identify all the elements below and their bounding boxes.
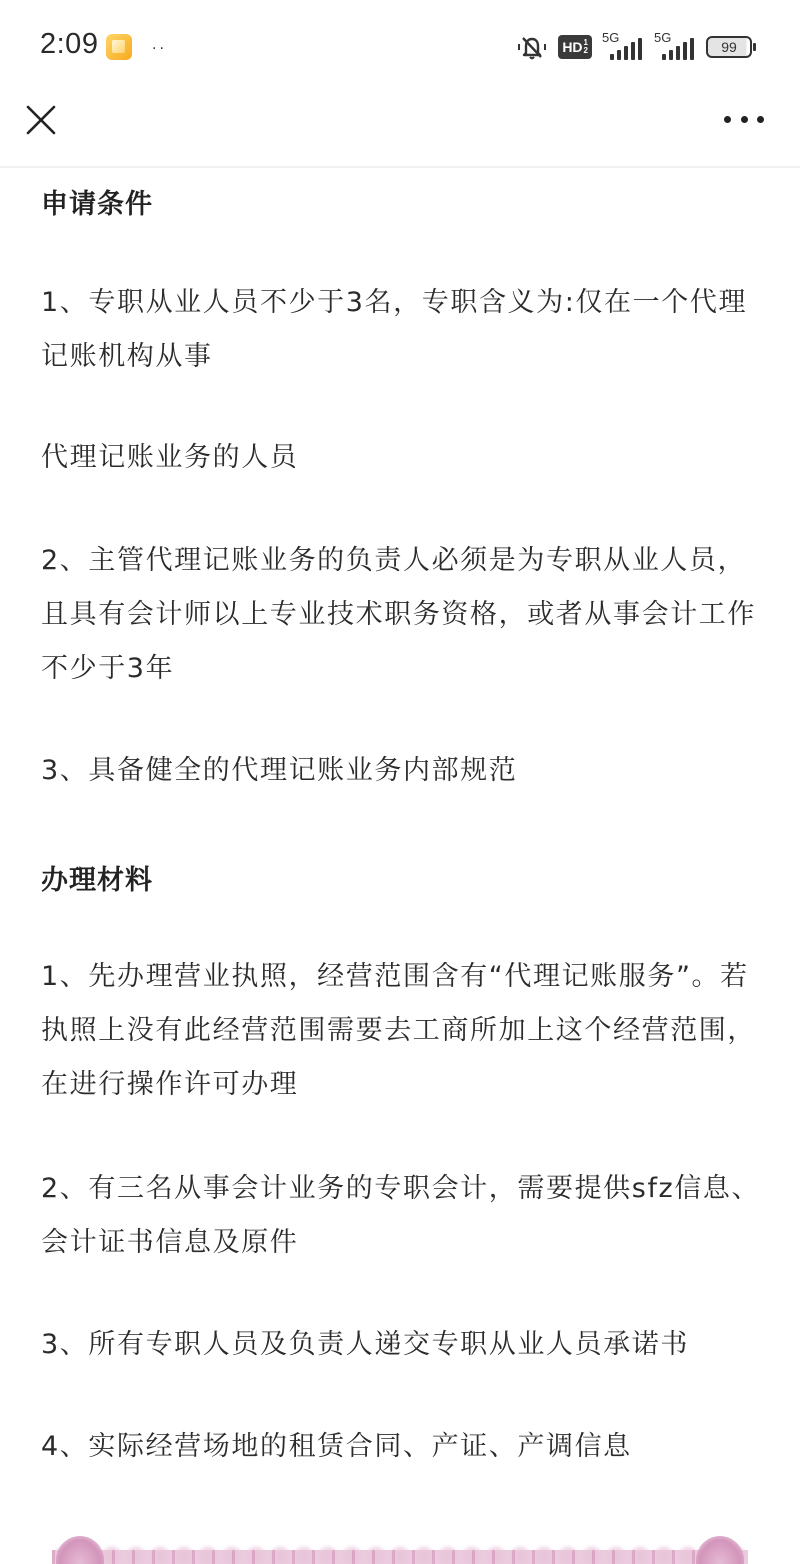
more-horizontal-icon	[724, 116, 731, 123]
paragraph: 1、专职从业人员不少于3名，专职含义为:仅在一个代理记账机构从事	[41, 287, 748, 372]
more-horizontal-icon	[741, 116, 748, 123]
hd-label: HD	[562, 39, 583, 55]
paragraph: 3、具备健全的代理记账业务内部规范	[41, 755, 518, 786]
signal-1-label: 5G	[602, 30, 620, 45]
header-divider	[0, 166, 800, 168]
status-time: 2:09	[40, 28, 99, 60]
paragraph: 1、先办理营业执照，经营范围含有“代理记账服务”。若执照上没有此经营范围需要去工商所加上这个经营范围，在进行操作许可办理	[41, 961, 756, 1100]
5g-signal-data-icon	[654, 32, 696, 62]
section-title-materials: 办理材料	[41, 865, 153, 896]
hd-voice-icon	[558, 35, 592, 59]
pink-floral-border-image	[52, 1536, 748, 1564]
close-icon[interactable]	[22, 101, 60, 139]
section-title-requirements: 申请条件	[41, 189, 153, 220]
paragraph: 代理记账业务的人员	[41, 442, 299, 473]
battery-level: 99	[721, 39, 737, 55]
signal-2-label: 5G	[654, 30, 672, 45]
floral-band	[52, 1550, 748, 1564]
top-nav-bar	[0, 95, 800, 167]
signal-1-bars	[610, 38, 642, 60]
paragraph: 3、所有专职人员及负责人递交专职从业人员承诺书	[41, 1329, 689, 1360]
paragraph: 4、实际经营场地的租赁合同、产证、产调信息	[41, 1431, 632, 1462]
hd-sub: 1 2	[583, 38, 588, 55]
gallery-notification-icon	[106, 34, 132, 60]
mute-vibrate-icon	[516, 31, 548, 63]
status-icons	[516, 30, 752, 64]
more-horizontal-icon	[757, 116, 764, 123]
more-options-button[interactable]	[724, 107, 764, 131]
paragraph: 2、有三名从事会计业务的专职会计，需要提供sfz信息、会计证书信息及原件	[41, 1173, 761, 1258]
signal-2-bars	[662, 38, 694, 60]
5g-signal-icon	[602, 32, 644, 62]
status-bar	[0, 0, 800, 95]
paragraph: 2、主管代理记账业务的负责人必须是为专职从业人员，且具有会计师以上专业技术职务资格，或者从事会计工作不少于3年	[41, 545, 756, 684]
more-notifications-indicator: ··	[152, 41, 167, 57]
battery-icon	[706, 36, 752, 58]
